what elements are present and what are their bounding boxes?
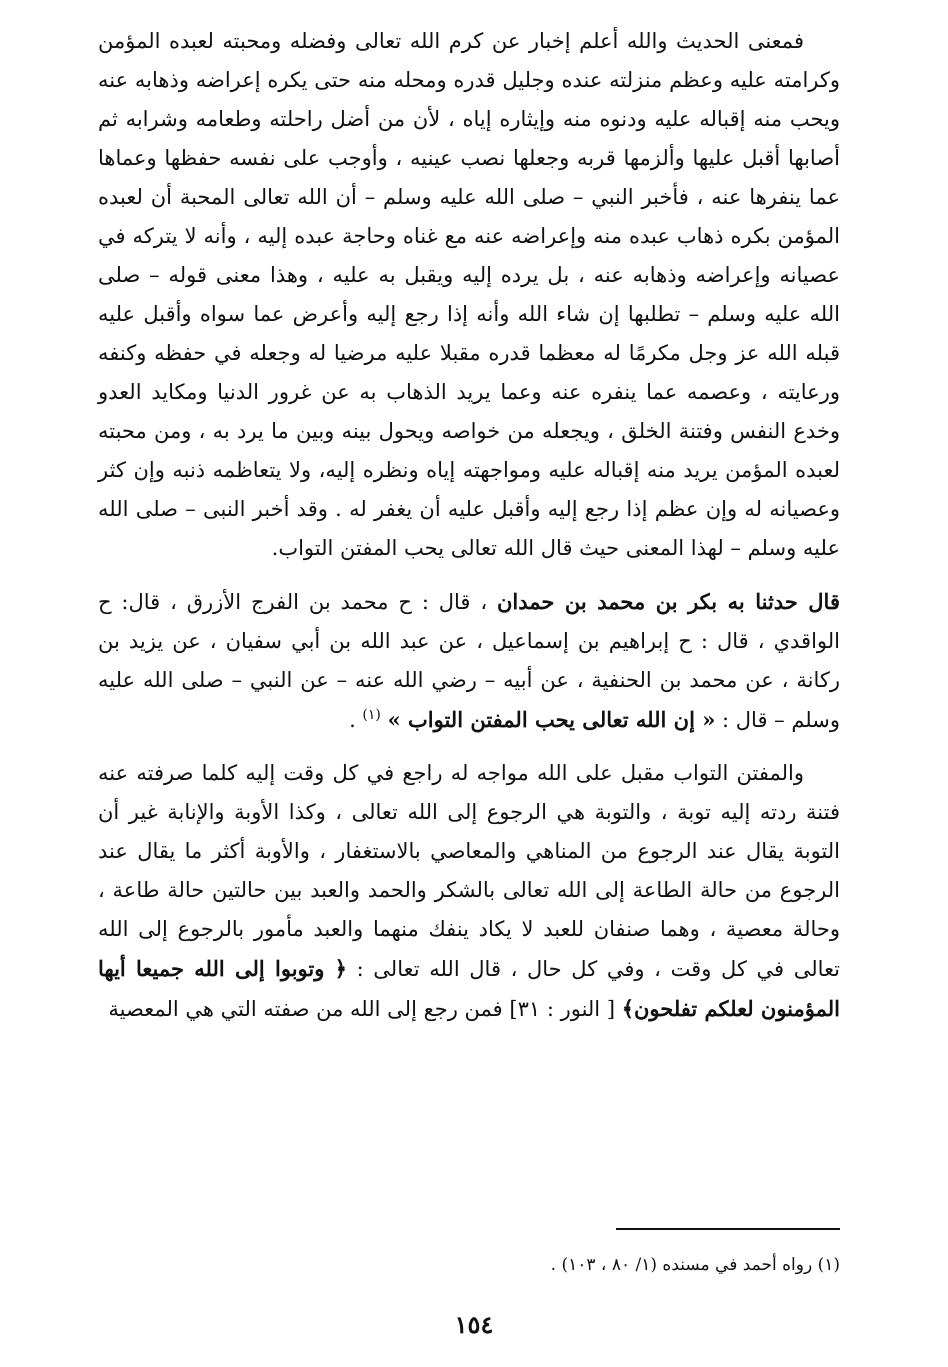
footnote-divider — [616, 1228, 840, 1230]
paragraph-isnad — [98, 582, 840, 740]
hadith-quote: « إن الله تعالى يحب المفتن التواب » — [387, 707, 716, 732]
paragraph-mufattan-tawwab — [98, 754, 840, 1029]
page-number: ١٥٤ — [454, 1310, 494, 1339]
page-body — [98, 22, 840, 1029]
quran-verse: ﴿ وتوبوا إلى الله جميعا أيها المؤمنون لعلكم تفلحون﴾ — [98, 956, 840, 1021]
isnad-chain: ، قال : ح محمد بن الفرج الأزرق ، قال: ح الواقدي ، قال : ح إبراهيم بن إسماعيل ، عن عبد الله بن أبي سفيان ، عن يزيد بن ركانة ، عن محمد بن الحنفية ، عن أبيه – رضي الله عنه – عن النبي – صلى الله عليه وسلم – قال : — [98, 590, 840, 732]
verse-citation: [ النور : ٣١] فمن رجع إلى الله من صفته التي هي المعصية — [108, 997, 622, 1021]
footnote-reference: (١) — [362, 707, 381, 723]
footnote: (١) رواه أحمد في مسنده (١/ ٨٠ ، ١٠٣) . — [550, 1255, 840, 1275]
tawba-explanation: والمفتن التواب مقبل على الله مواجه له راجع في كل وقت إليه كلما صرفته عنه فتنة ردته إليه توبة ، والتوبة هي الرجوع إلى الله تعالى ، وكذا الأوبة والإنابة غير أن التوبة يقال عند الرجوع من المناهي والمعاصي بالاستغفار ، والأوبة أكثر ما يقال عند الرجوع من حالة الطاعة إلى الله تعالى بالشكر والحمد والعبد بين حالتين حالة طاعة ، وحالة معصية ، وهما صنفان للعبد لا يكاد ينفك منهما والعبد مأمور بالرجوع إلى الله تعالى في كل وقت ، وفي كل حال ، قال الله تعالى : — [98, 761, 840, 981]
isnad-lead: قال حدثنا به بكر بن محمد بن حمدان — [497, 589, 840, 614]
paragraph-hadith-meaning: فمعنى الحديث والله أعلم إخبار عن كرم الله تعالى وفضله ومحبته لعبده المؤمن وكرامته عليه وعظم منزلته عنده وجليل قدره ومحله منه حتى يكره إعراضه وذهابه عنه ويحب منه إقباله عليه ودنوه منه وإيثاره إياه ، لأن من أضل راحلته وطعامه وشرابه ثم أصابها أقبل عليها وألزمها قربه وجعلها نصب عينيه ، وأوجب على نفسه حفظها وعماها عما ينفرها عنه ، فأخبر النبي – صلى الله عليه وسلم – أن الله تعالى المحبة أن لعبده المؤمن بكره ذهاب عبده منه وإعراضه عنه مع غناه وحاجة عبده إليه ، وأنه لا يتركه في عصيانه وإعراضه وذهابه عنه ، بل يرده إليه ويقبل به عليه ، وهذا معنى قوله – صلى الله عليه وسلم – تطلبها إن شاء الله وأنه إذا رجع إليه وأعرض عما سواه وأقبل عليه قبله الله عز وجل مكرمًا له معظما قدره مقبلا عليه مرضيا له وجعله في حفظه وكنفه ورعايته ، وعصمه عما ينفره عنه وعما يريد الذهاب به عن غرور الدنيا ومكايد العدو وخدع النفس وفتنة الخلق ، ويجعله من خواصه ويحول بينه وبين ما يرد به ، ومن محبته لعبده المؤمن يريد منه إقباله عليه ومواجهته إياه ونظره إليه، ولا يتعاظمه ذنبه وإن كثر وعصيانه له وإن عظم إذا رجع إليه وأقبل عليه أن يغفر له . وقد أخبر النبى – صلى الله عليه وسلم – لهذا المعنى حيث قال الله تعالى يحب المفتن التواب. — [98, 29, 840, 560]
isnad-end: . — [349, 708, 363, 732]
